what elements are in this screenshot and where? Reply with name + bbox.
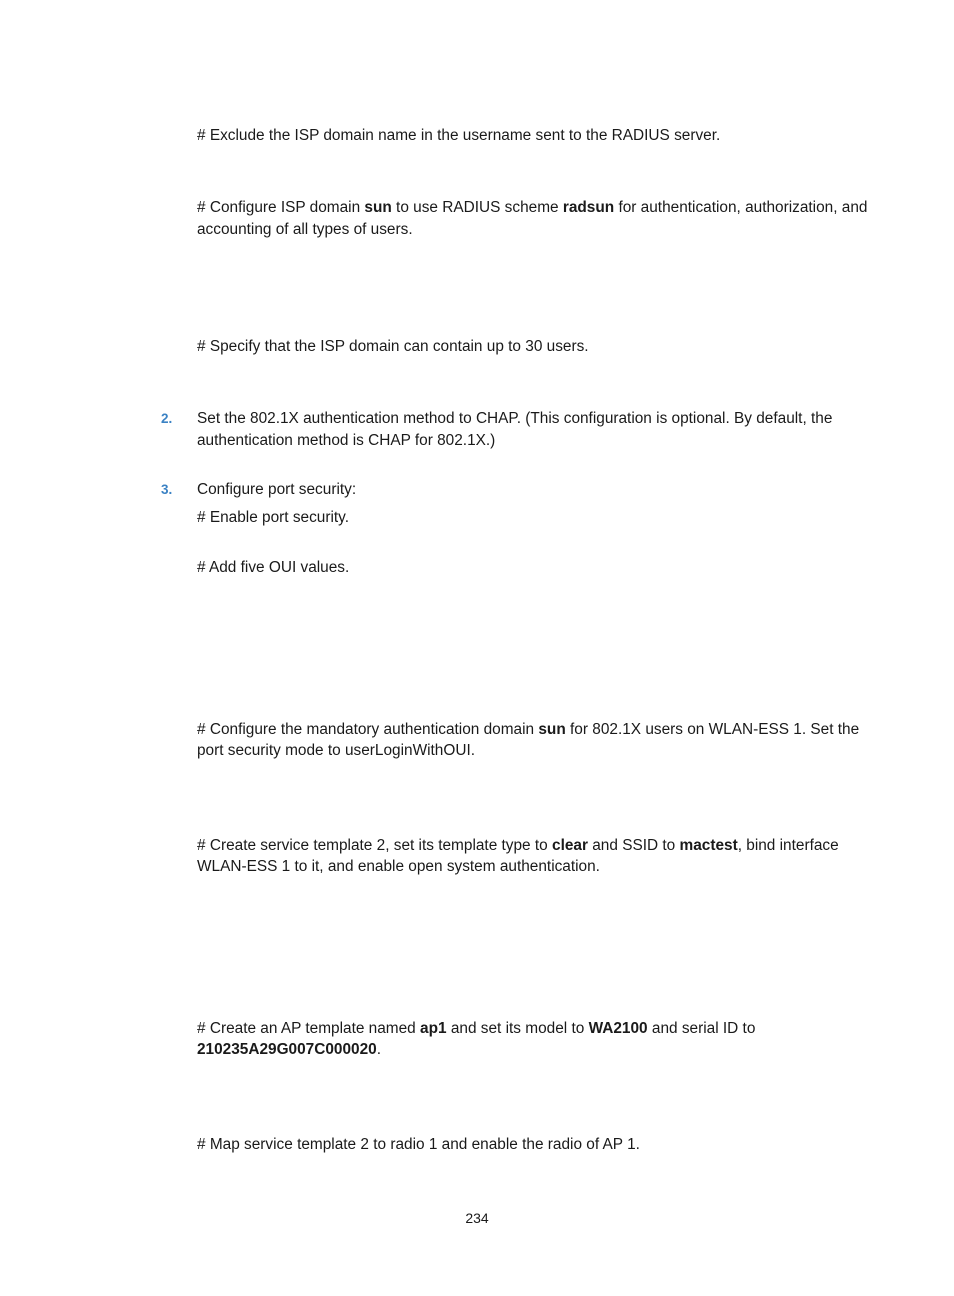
step-number-3: 3. — [161, 482, 173, 497]
comment-exclude-domain: # Exclude the ISP domain name in the username sent to the RADIUS server. — [197, 127, 721, 144]
step-2-text-cont: authentication method is CHAP for 802.1X.) — [197, 432, 496, 449]
step-3-text: Configure port security: — [197, 481, 357, 498]
comment-mandatory-domain-cont: port security mode to userLoginWithOUI. — [197, 742, 476, 759]
page-number: 234 — [465, 1210, 489, 1226]
comment-service-template-cont: WLAN-ESS 1 to it, and enable open system authentication. — [197, 858, 600, 875]
comment-configure-isp-domain-cont: accounting of all types of users. — [197, 221, 413, 238]
keyword-ap1: ap1 — [420, 1020, 447, 1037]
comment-configure-isp-domain: # Configure ISP domain sun to use RADIUS scheme radsun for authentication, authorization, and — [197, 199, 868, 216]
keyword-serial-id: 210235A29G007C000020 — [197, 1041, 377, 1058]
comment-max-users: # Specify that the ISP domain can contain up to 30 users. — [197, 338, 589, 355]
comment-service-template: # Create service template 2, set its template type to clear and SSID to mactest, bind interface — [197, 837, 839, 854]
keyword-wa2100: WA2100 — [588, 1020, 648, 1037]
comment-map-radio: # Map service template 2 to radio 1 and enable the radio of AP 1. — [197, 1136, 640, 1153]
keyword-mactest: mactest — [679, 837, 738, 854]
step-2-text: Set the 802.1X authentication method to CHAP. (This configuration is optional. By default, the — [197, 410, 833, 427]
keyword-clear: clear — [552, 837, 588, 854]
keyword-sun: sun — [538, 721, 566, 738]
comment-ap-template: # Create an AP template named ap1 and set its model to WA2100 and serial ID to — [197, 1020, 756, 1037]
step-number-2: 2. — [161, 411, 173, 426]
comment-enable-port-security: # Enable port security. — [197, 509, 349, 526]
comment-mandatory-domain: # Configure the mandatory authentication domain sun for 802.1X users on WLAN-ESS 1. Set the — [197, 721, 860, 738]
keyword-radsun: radsun — [562, 199, 615, 216]
comment-add-oui: # Add five OUI values. — [197, 559, 350, 576]
comment-ap-template-cont: 210235A29G007C000020. — [197, 1041, 381, 1058]
keyword-sun: sun — [364, 199, 392, 216]
